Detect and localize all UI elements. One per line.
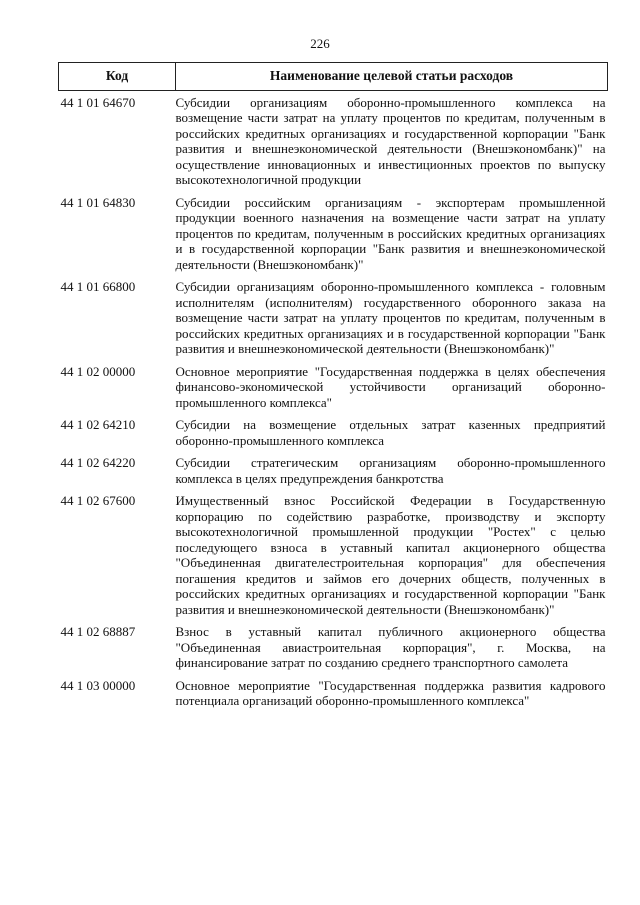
table-row bbox=[59, 417, 608, 455]
row-code: 44 1 02 67600 bbox=[60, 493, 136, 508]
row-code: 44 1 01 64830 bbox=[60, 194, 136, 210]
page-number: 226 bbox=[310, 36, 330, 51]
table-header-row bbox=[59, 63, 608, 91]
table-row bbox=[59, 678, 608, 716]
row-code: 44 1 02 00000 bbox=[60, 363, 136, 379]
row-name: Субсидии российским организациям - экспортерам промышленной продукции военного назначения на возмещение части затрат на уплату процентов по кредитам, полученным в российских кредитных организациях и в государственной корпорации "Банк развития и внешнеэкономической деятельности (Внешэкономбанк)" bbox=[175, 194, 606, 272]
row-name: Взнос в уставный капитал публичного акционерного общества "Объединенная авиастроительная корпорация", г. Москва, на финансирование затрат по созданию среднего транспортного самолета bbox=[175, 624, 606, 670]
row-name: Основное мероприятие "Государственная поддержка в целях обеспечения финансово-экономической устойчивости организаций оборонно-промышленного комплекса" bbox=[175, 363, 606, 410]
table-row bbox=[59, 90, 608, 195]
row-name: Субсидии организациям оборонно-промышленного комплекса на возмещение части затрат на уплату процентов по кредитам, полученным в российских кредитных организациях и государственной корпорации "Банк развития и внешнеэкономической деятельности (Внешэкономбанк)" на осуществление инновационных и инвестиционных проектов по выпуску высокотехнологичной продукции bbox=[175, 94, 606, 187]
row-name: Субсидии на возмещение отдельных затрат казенных предприятий оборонно-промышленного комплекса bbox=[175, 417, 606, 448]
table-row bbox=[59, 364, 608, 418]
budget-codes-table bbox=[58, 62, 608, 716]
column-header-code: Код bbox=[59, 63, 176, 91]
row-name: Субсидии организациям оборонно-промышленного комплекса - головным исполнителям (исполнителям) государственного оборонного заказа на возмещение части затрат на уплату процентов по кредитам, полученным в российских кредитных организациях и в государственной корпорации "Банк развития и внешнеэкономической деятельности (Внешэкономбанк)" bbox=[175, 279, 606, 356]
table-row bbox=[59, 624, 608, 678]
table-row bbox=[59, 455, 608, 493]
row-code: 44 1 03 00000 bbox=[60, 677, 136, 693]
row-name: Основное мероприятие "Государственная поддержка развития кадрового потенциала организаций оборонно-промышленного комплекса" bbox=[175, 677, 606, 708]
row-code: 44 1 02 68887 bbox=[60, 624, 136, 639]
table-row bbox=[59, 279, 608, 364]
row-name: Субсидии стратегическим организациям оборонно-промышленного комплекса в целях предупреждения банкротства bbox=[175, 455, 606, 486]
row-code: 44 1 01 66800 bbox=[60, 279, 136, 294]
table-row bbox=[59, 195, 608, 280]
row-name: Имущественный взнос Российской Федерации в Государственную корпорацию по содействию разработке, производству и экспорту высокотехнологичной промышленной продукции "Ростех" с целью последующего взноса в уставный капитал акционерного общества "Объединенная двигателестроительная корпорация" для обеспечения погашения кредитов и займов его дочерних обществ, полученных в российских кредитных организациях и государственной корпорации "Банк развития и внешнеэкономической деятельности (Внешэкономбанк)" bbox=[175, 493, 606, 617]
row-code: 44 1 02 64220 bbox=[60, 455, 136, 470]
row-code: 44 1 01 64670 bbox=[60, 94, 136, 110]
row-code: 44 1 02 64210 bbox=[60, 417, 136, 432]
column-header-name: Наименование целевой статьи расходов bbox=[176, 63, 608, 91]
table-row bbox=[59, 493, 608, 624]
